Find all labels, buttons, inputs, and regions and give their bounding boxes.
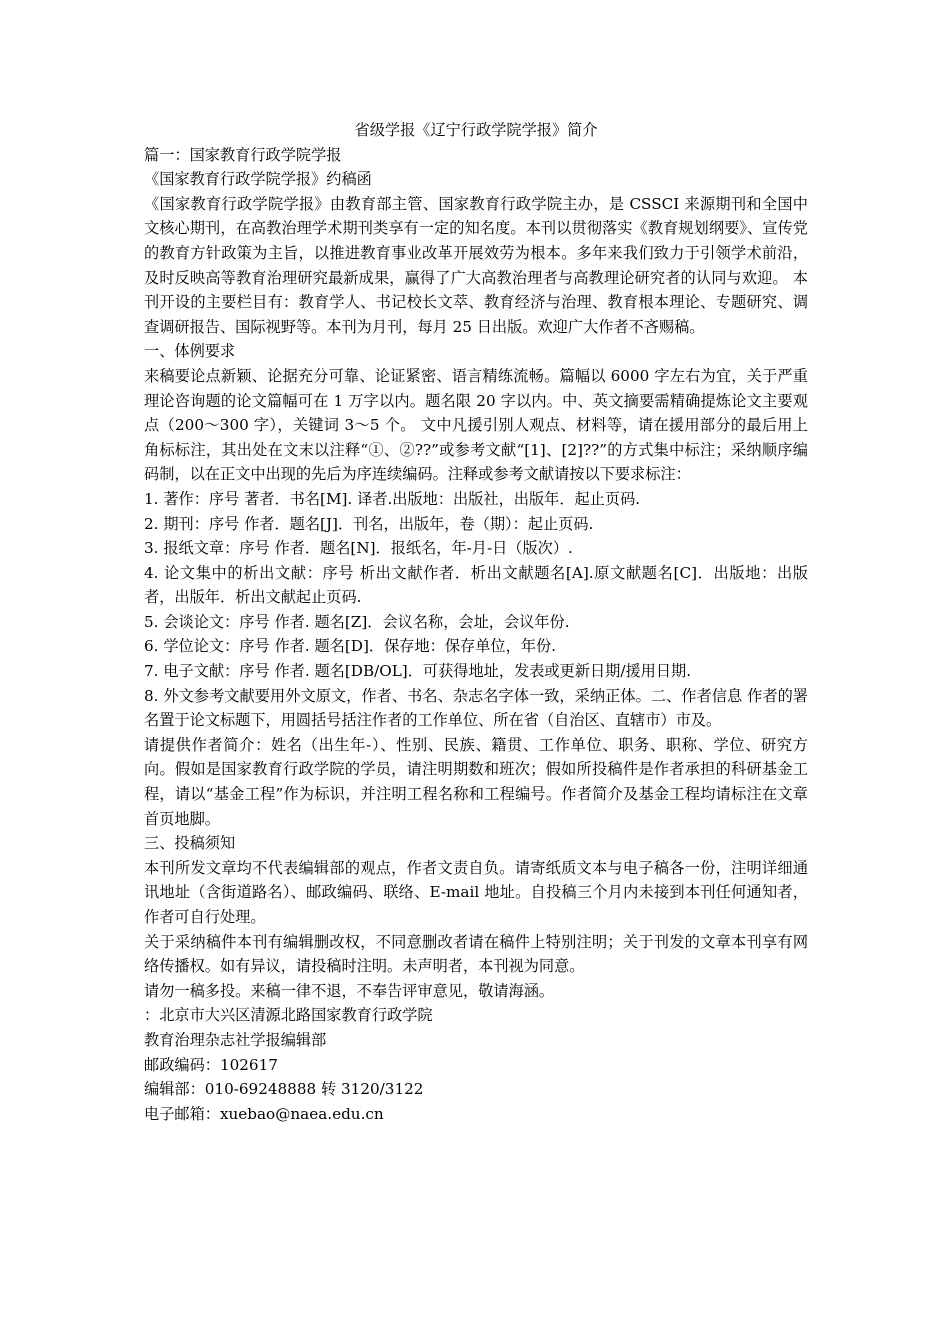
paragraph: 请提供作者简介：姓名（出生年-）、性别、民族、籍贯、工作单位、职务、职称、学位、研究方向。假如是国家教育行政学院的学员，请注明期数和班次；假如所投稿件是作者承担的科研基金工程，请以“基金工程”作为标识，并注明工程名称和工程编号。作者简介及基金工程均请标注在文章首页地脚。 — [144, 735, 808, 828]
paragraph: 《国家教育行政学院学报》由教育部主管、国家教育行政学院主办，是 CSSCI 来源期刊和全国中文核心期刊，在高教治理学术期刊类享有一定的知名度。本刊以贯彻落实《教育规划纲要》、宣传党的教育方针政策为主旨，以推进教育事业改革开展效劳为根本。多年来我们致力于引领学术前沿，及时反映高等教育治理研究最新成果，赢得了广大高教治理者与高教理论研究者的认同与欢迎。 本刊开设的主要栏目有：教育学人、书记校长文萃、教育经济与治理、教育根本理论、专题研究、调查调研报告、国际视野等。本刊为月刊，每月 25 日出版。欢迎广大作者不吝赐稿。 — [144, 194, 808, 336]
paragraph: 1. 著作：序号 著者．书名[M]. 译者.出版地：出版社，出版年．起止页码. — [144, 489, 641, 508]
paragraph: 三、投稿须知 — [144, 834, 236, 853]
document-page — [144, 118, 808, 1126]
document-body — [144, 143, 808, 1127]
paragraph: ：北京市大兴区清源北路国家教育行政学院 — [144, 1006, 433, 1025]
paragraph: 2. 期刊：序号 作者．题名[J]．刊名，出版年，卷（期）：起止页码. — [144, 514, 594, 533]
paragraph: 编辑部：010-69248888 转 3120/3122 — [144, 1080, 424, 1099]
paragraph: 5. 会谈论文：序号 作者. 题名[Z]．会议名称，会址，会议年份. — [144, 612, 570, 631]
paragraph: 电子邮箱：xuebao@naea.edu.cn — [144, 1104, 384, 1123]
paragraph: 篇一：国家教育行政学院学报 — [144, 145, 342, 164]
paragraph: 7. 电子文献：序号 作者. 题名[DB/OL]．可获得地址，发表或更新日期/援用日期. — [144, 662, 692, 681]
paragraph: 来稿要论点新颖、论据充分可靠、论证紧密、语言精练流畅。篇幅以 6000 字左右为宜，关于严重理论咨询题的论文篇幅可在 1 万字以内。题名限 20 字以内。中、英文摘要需精确提炼论文主要观点（200～300 字），关键词 3～5 个。 文中凡援引别人观点、材料等，请在援用部分的最后用上角标标注，其出处在文末以注释“①、②??”或参考文献“[1]、[2]??”的方式集中标注；采纳顺序编码制，以在正文中出现的先后为序连续编码。注释或参考文献请按以下要求标注： — [144, 366, 808, 484]
paragraph: 邮政编码：102617 — [144, 1055, 278, 1074]
paragraph: 6. 学位论文：序号 作者. 题名[D]．保存地：保存单位，年份. — [144, 637, 556, 656]
paragraph: 8. 外文参考文献要用外文原文，作者、书名、杂志名字体一致，采纳正体。二、作者信息 作者的署名置于论文标题下，用圆括号括注作者的工作单位、所在省（自治区、直辖市）市及。 — [144, 686, 808, 730]
paragraph: 《国家教育行政学院学报》约稿函 — [144, 170, 372, 189]
document-title: 省级学报《辽宁行政学院学报》简介 — [354, 121, 598, 139]
paragraph: 关于采纳稿件本刊有编辑删改权，不同意删改者请在稿件上特别注明；关于刊发的文章本刊享有网络传播权。如有异议，请投稿时注明。未声明者，本刊视为同意。 — [144, 932, 808, 976]
paragraph: 3. 报纸文章：序号 作者．题名[N]．报纸名，年-月-日（版次）. — [144, 539, 573, 558]
paragraph: 请勿一稿多投。来稿一律不退，不奉告评审意见，敬请海涵。 — [144, 981, 555, 1000]
paragraph: 4. 论文集中的析出文献：序号 析出文献作者．析出文献题名[A].原文献题名[C]．出版地：出版者，出版年．析出文献起止页码. — [144, 563, 808, 607]
paragraph: 教育治理杂志社学报编辑部 — [144, 1030, 327, 1049]
paragraph: 一、体例要求 — [144, 342, 236, 361]
paragraph: 本刊所发文章均不代表编辑部的观点，作者文责自负。请寄纸质文本与电子稿各一份，注明详细通讯地址（含街道路名）、邮政编码、联络、E-mail 地址。自投稿三个月内未接到本刊任何通知者，作者可自行处理。 — [144, 858, 808, 926]
